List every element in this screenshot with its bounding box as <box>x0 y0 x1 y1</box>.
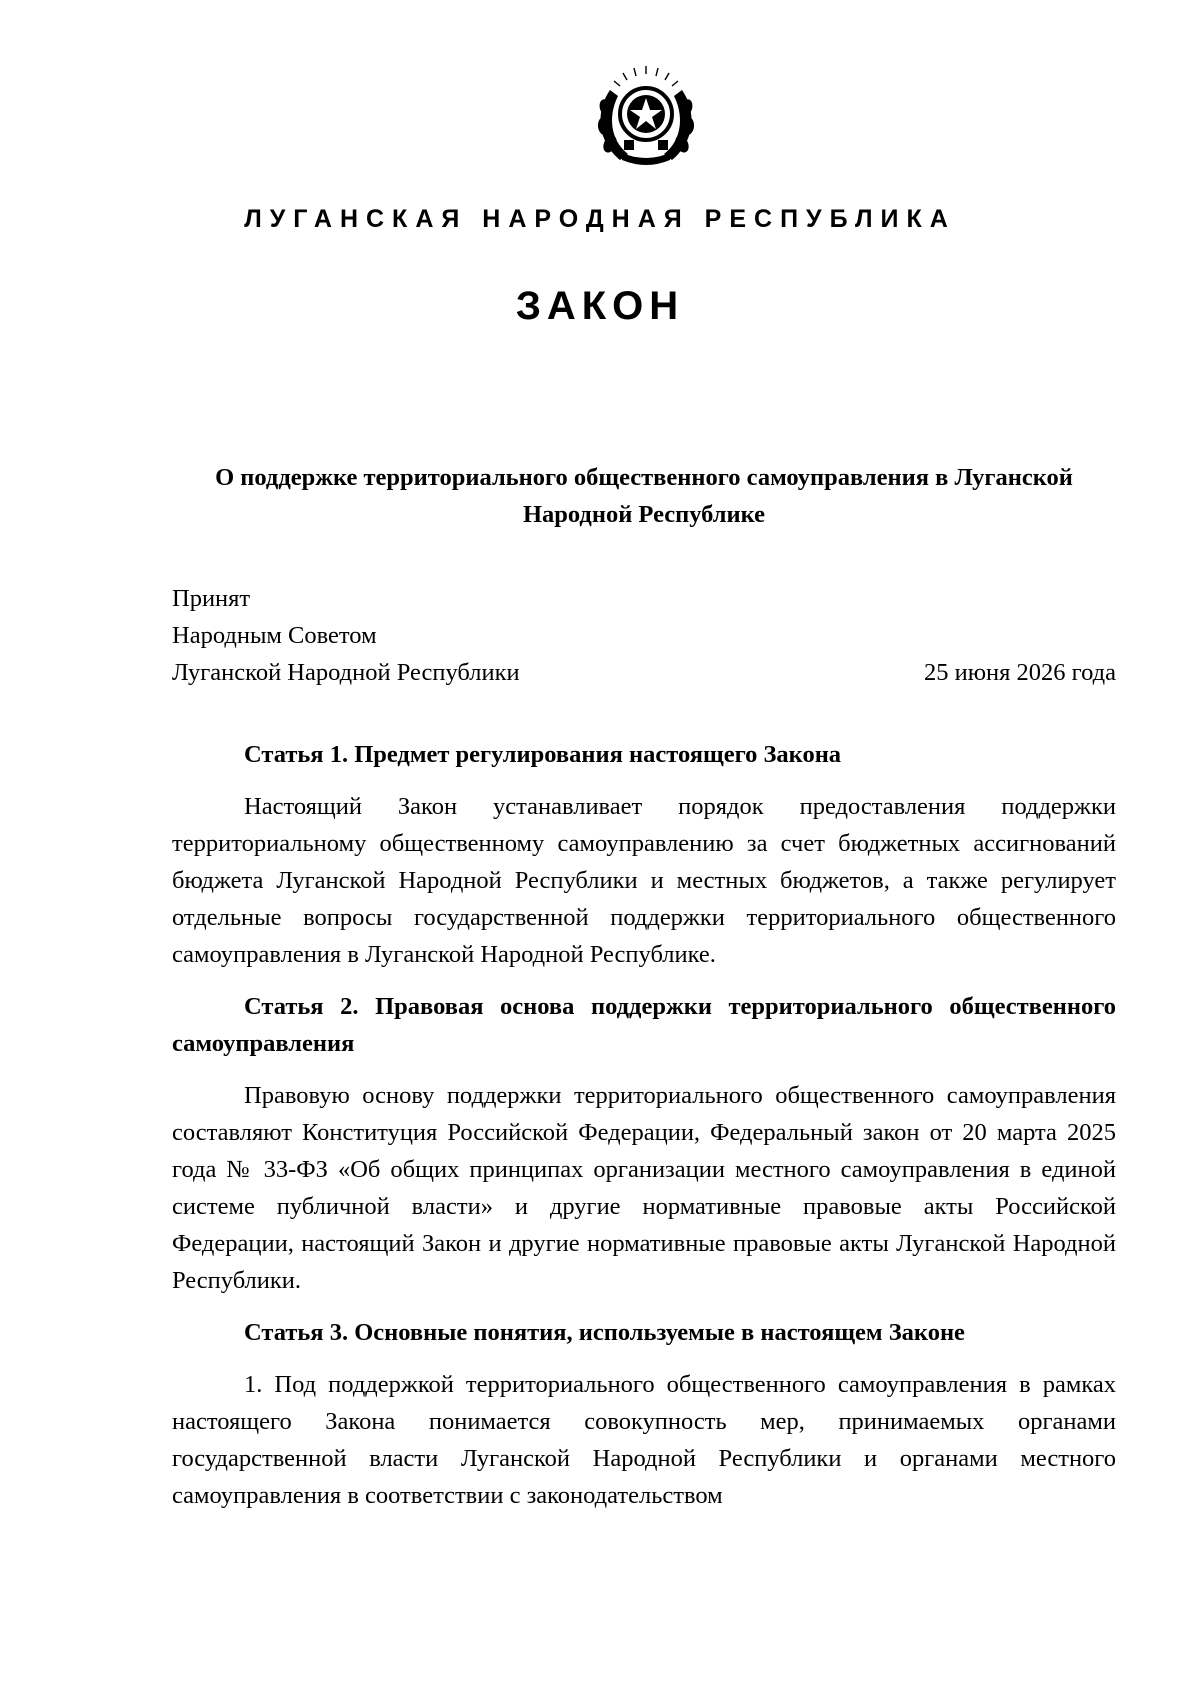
lpr-coat-of-arms-icon <box>590 60 702 172</box>
adopted-line-2: Народным Советом <box>172 622 377 649</box>
article-2-paragraph: Правовую основу поддержки территориального общественного самоуправления составляют Конституция Российской Федерации, Федеральный закон от 20 марта 2025 года № 33-ФЗ «Об общих принципах организации местного самоуправления в единой системе публичной власти» и другие нормативные правовые акты Российской Федерации, настоящий Закон и другие нормативные правовые акты Луганской Народной Республики. <box>172 1082 1116 1294</box>
adopted-line-3: Луганской Народной Республики <box>172 659 520 686</box>
document-type: ЗАКОН <box>515 284 685 328</box>
adoption-date: 25 июня 2026 года <box>924 659 1116 686</box>
article-2-heading: Статья 2. Правовая основа поддержки территориального общественного самоуправления <box>172 993 1116 1057</box>
article-3-heading: Статья 3. Основные понятия, используемые в настоящем Законе <box>244 1319 965 1346</box>
law-body <box>172 736 1116 1529</box>
article-1-paragraph: Настоящий Закон устанавливает порядок предоставления поддержки территориальному общественному самоуправлению за счет бюджетных ассигнований бюджета Луганской Народной Республики и местных бюджетов, а также регулирует отдельные вопросы государственной поддержки территориального общественного самоуправления в Луганской Народной Республике. <box>172 793 1116 968</box>
republic-name: ЛУГАНСКАЯ НАРОДНАЯ РЕСПУБЛИКА <box>244 205 956 233</box>
adopted-line-1: Принят <box>172 585 251 612</box>
article-1-heading: Статья 1. Предмет регулирования настоящего Закона <box>244 741 842 768</box>
adoption-block <box>172 580 1116 691</box>
article-3-paragraph: 1. Под поддержкой территориального общественного самоуправления в рамках настоящего Закона понимается совокупность мер, принимаемых органами государственной власти Луганской Народной Республики и органами местного самоуправления в соответствии с законодательством <box>172 1371 1116 1509</box>
law-title: О поддержке территориального общественного самоуправления в Луганской Народной Республике <box>215 464 1073 528</box>
